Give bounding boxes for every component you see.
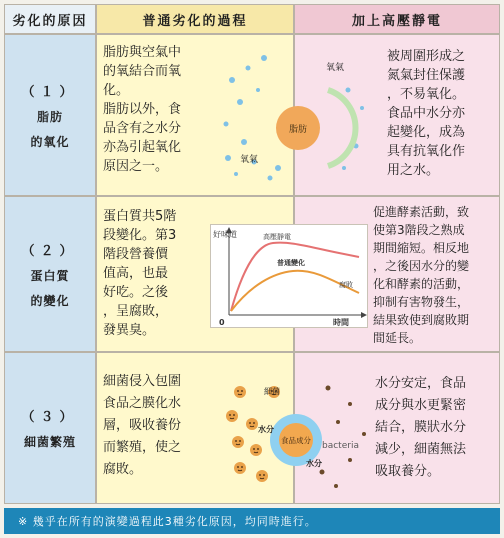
row1-electro-text [387,47,497,180]
row2-title-line2: 的變化 [30,293,70,308]
oxygen-label-bottom: 氧氣 [240,155,259,165]
row2-electro-line: 結果致使到腐敗期 [373,313,470,327]
footer-note [4,508,500,534]
bacteria-dots [320,386,367,489]
water-label-1: 水分 [258,425,274,434]
graph-origin: 0 [219,318,225,327]
row3-electro-text [375,373,499,483]
row3-title: 細菌繁殖 [23,435,76,449]
water-label-2: 水分 [306,459,322,468]
row2-normal-line: 好吃。之後 [103,285,169,300]
row2-normal-line: 值高，也最 [103,266,169,281]
food-label: 食品成分 [281,436,311,445]
row1-number: （１） [21,84,79,100]
row1-electro-line: 具有抗氧化作 [387,144,466,159]
row1-electro-line: ，不易氧化。 [387,87,466,102]
taste-graph [210,224,368,328]
bacteria-icon [250,444,262,456]
fat-label: 脂肪 [288,125,308,135]
header-cause [4,4,96,34]
bacteria-icon [232,436,244,448]
row3-electro-line: 吸取養分。 [375,464,441,479]
curve-high-label: 高壓靜電 [263,233,291,241]
row1-electro-line: 食品中水分亦 [387,106,466,121]
row1-title-line1: 脂肪 [36,109,63,124]
graph-x-label: 時間 [333,318,349,327]
row3-electro-line: 成分與水更緊密 [375,398,467,413]
row2-electro-line: ，之後因水分的變 [373,259,470,273]
table-grid [4,4,500,504]
footer-text: ※ 幾乎在所有的演變過程此3種劣化原因，均同時進行。 [18,515,317,528]
row2-electro-line: 使第3階段之熟成 [373,223,465,237]
row2-title-line1: 蛋白質 [30,268,70,283]
x-arrow-icon [361,312,367,318]
curve-high-voltage [231,243,359,311]
row1-label [4,34,96,196]
row3-number: （３） [21,410,79,425]
row2-electro-line: 抑制有害物發生， [373,295,470,309]
row1-electro-line: 起變化，成為 [387,125,466,140]
bacteria-label: 細菌 [264,387,280,396]
row3-electro-line: 水分安定，食品 [375,376,467,391]
row2-electro-line: 化和酵素的活動， [373,277,470,291]
row1-normal-line: 脂肪以外，食 [103,102,182,117]
bacteria-icon [226,410,238,422]
graph-y-label: 好味道 [213,230,237,239]
header-cause-text: 劣化的原因 [12,13,88,29]
bacteria-icon [256,470,268,482]
decay-label: 腐敗 [339,281,353,289]
row2-label [4,196,96,352]
row3-normal-line: 食品之膜化水 [103,396,182,411]
bacteria-icon [246,418,258,430]
header-normal-text: 普通劣化的過程 [142,13,248,29]
row3-normal-text [103,371,215,481]
row3-normal-line: 細菌侵入包圍 [103,374,182,389]
row2-electro-line: 期間縮短。相反地 [373,241,470,255]
row2-electro-text [373,203,499,347]
bacteria-icon [234,386,246,398]
row1-normal-line: 亦為引起氧化 [103,140,182,155]
header-electro [294,4,500,34]
row2-normal-line: 段變化。第3 [103,228,177,243]
oxygen-label-right: 氧氣 [326,63,345,73]
row1-normal-line: 的氧結合而氧 [103,64,182,79]
row2-normal-line: ，呈腐敗， [103,304,169,319]
bacteria-figure [218,364,378,500]
row1-normal-line: 品含有之水分 [103,121,182,136]
row3-normal-line: 腐敗。 [103,462,143,477]
row3-normal-line: 層，吸收養份 [103,418,182,433]
header-electro-text: 加上高壓靜電 [351,13,442,29]
row2-electro-line: 間延長。 [373,331,422,345]
row2-number: （２） [21,243,79,259]
fat-oxidation-figure [218,50,378,190]
row3-electro-line: 結合，膜狀水分 [375,420,467,435]
row1-normal-line: 原因之一。 [103,159,169,174]
header-normal [96,4,294,34]
row1-normal-text [103,43,221,176]
row1-electro-line: 被周圍形成之 [387,49,466,64]
row3-normal-line: 而繁殖，使之 [103,440,182,455]
taste-graph-svg [211,225,367,327]
row2-normal-line: 蛋白質共5階 [103,209,177,224]
row1-title-line2: 的氧化 [30,134,70,149]
nitrogen-shield-arc [328,90,356,166]
row1-electro-line: 氮氣封住保護 [387,68,466,83]
row2-normal-line: 階段營養價 [103,247,169,262]
row2-normal-line: 發異臭。 [103,323,156,338]
row1-electro-line: 用之水。 [387,163,440,178]
row2-normal-text [103,207,211,340]
curve-normal-label: 普通變化 [277,259,305,267]
row3-label [4,352,96,504]
row1-normal-line: 化。 [103,83,130,98]
curve-normal [231,271,359,311]
bacteria-icon [234,462,246,474]
bacteria-word: bacteria [322,441,359,451]
row1-normal-line: 脂肪與空氣中 [103,45,182,60]
row3-electro-line: 減少，細菌無法 [375,442,467,457]
row2-electro-line: 促進酵素活動，致 [373,205,470,219]
